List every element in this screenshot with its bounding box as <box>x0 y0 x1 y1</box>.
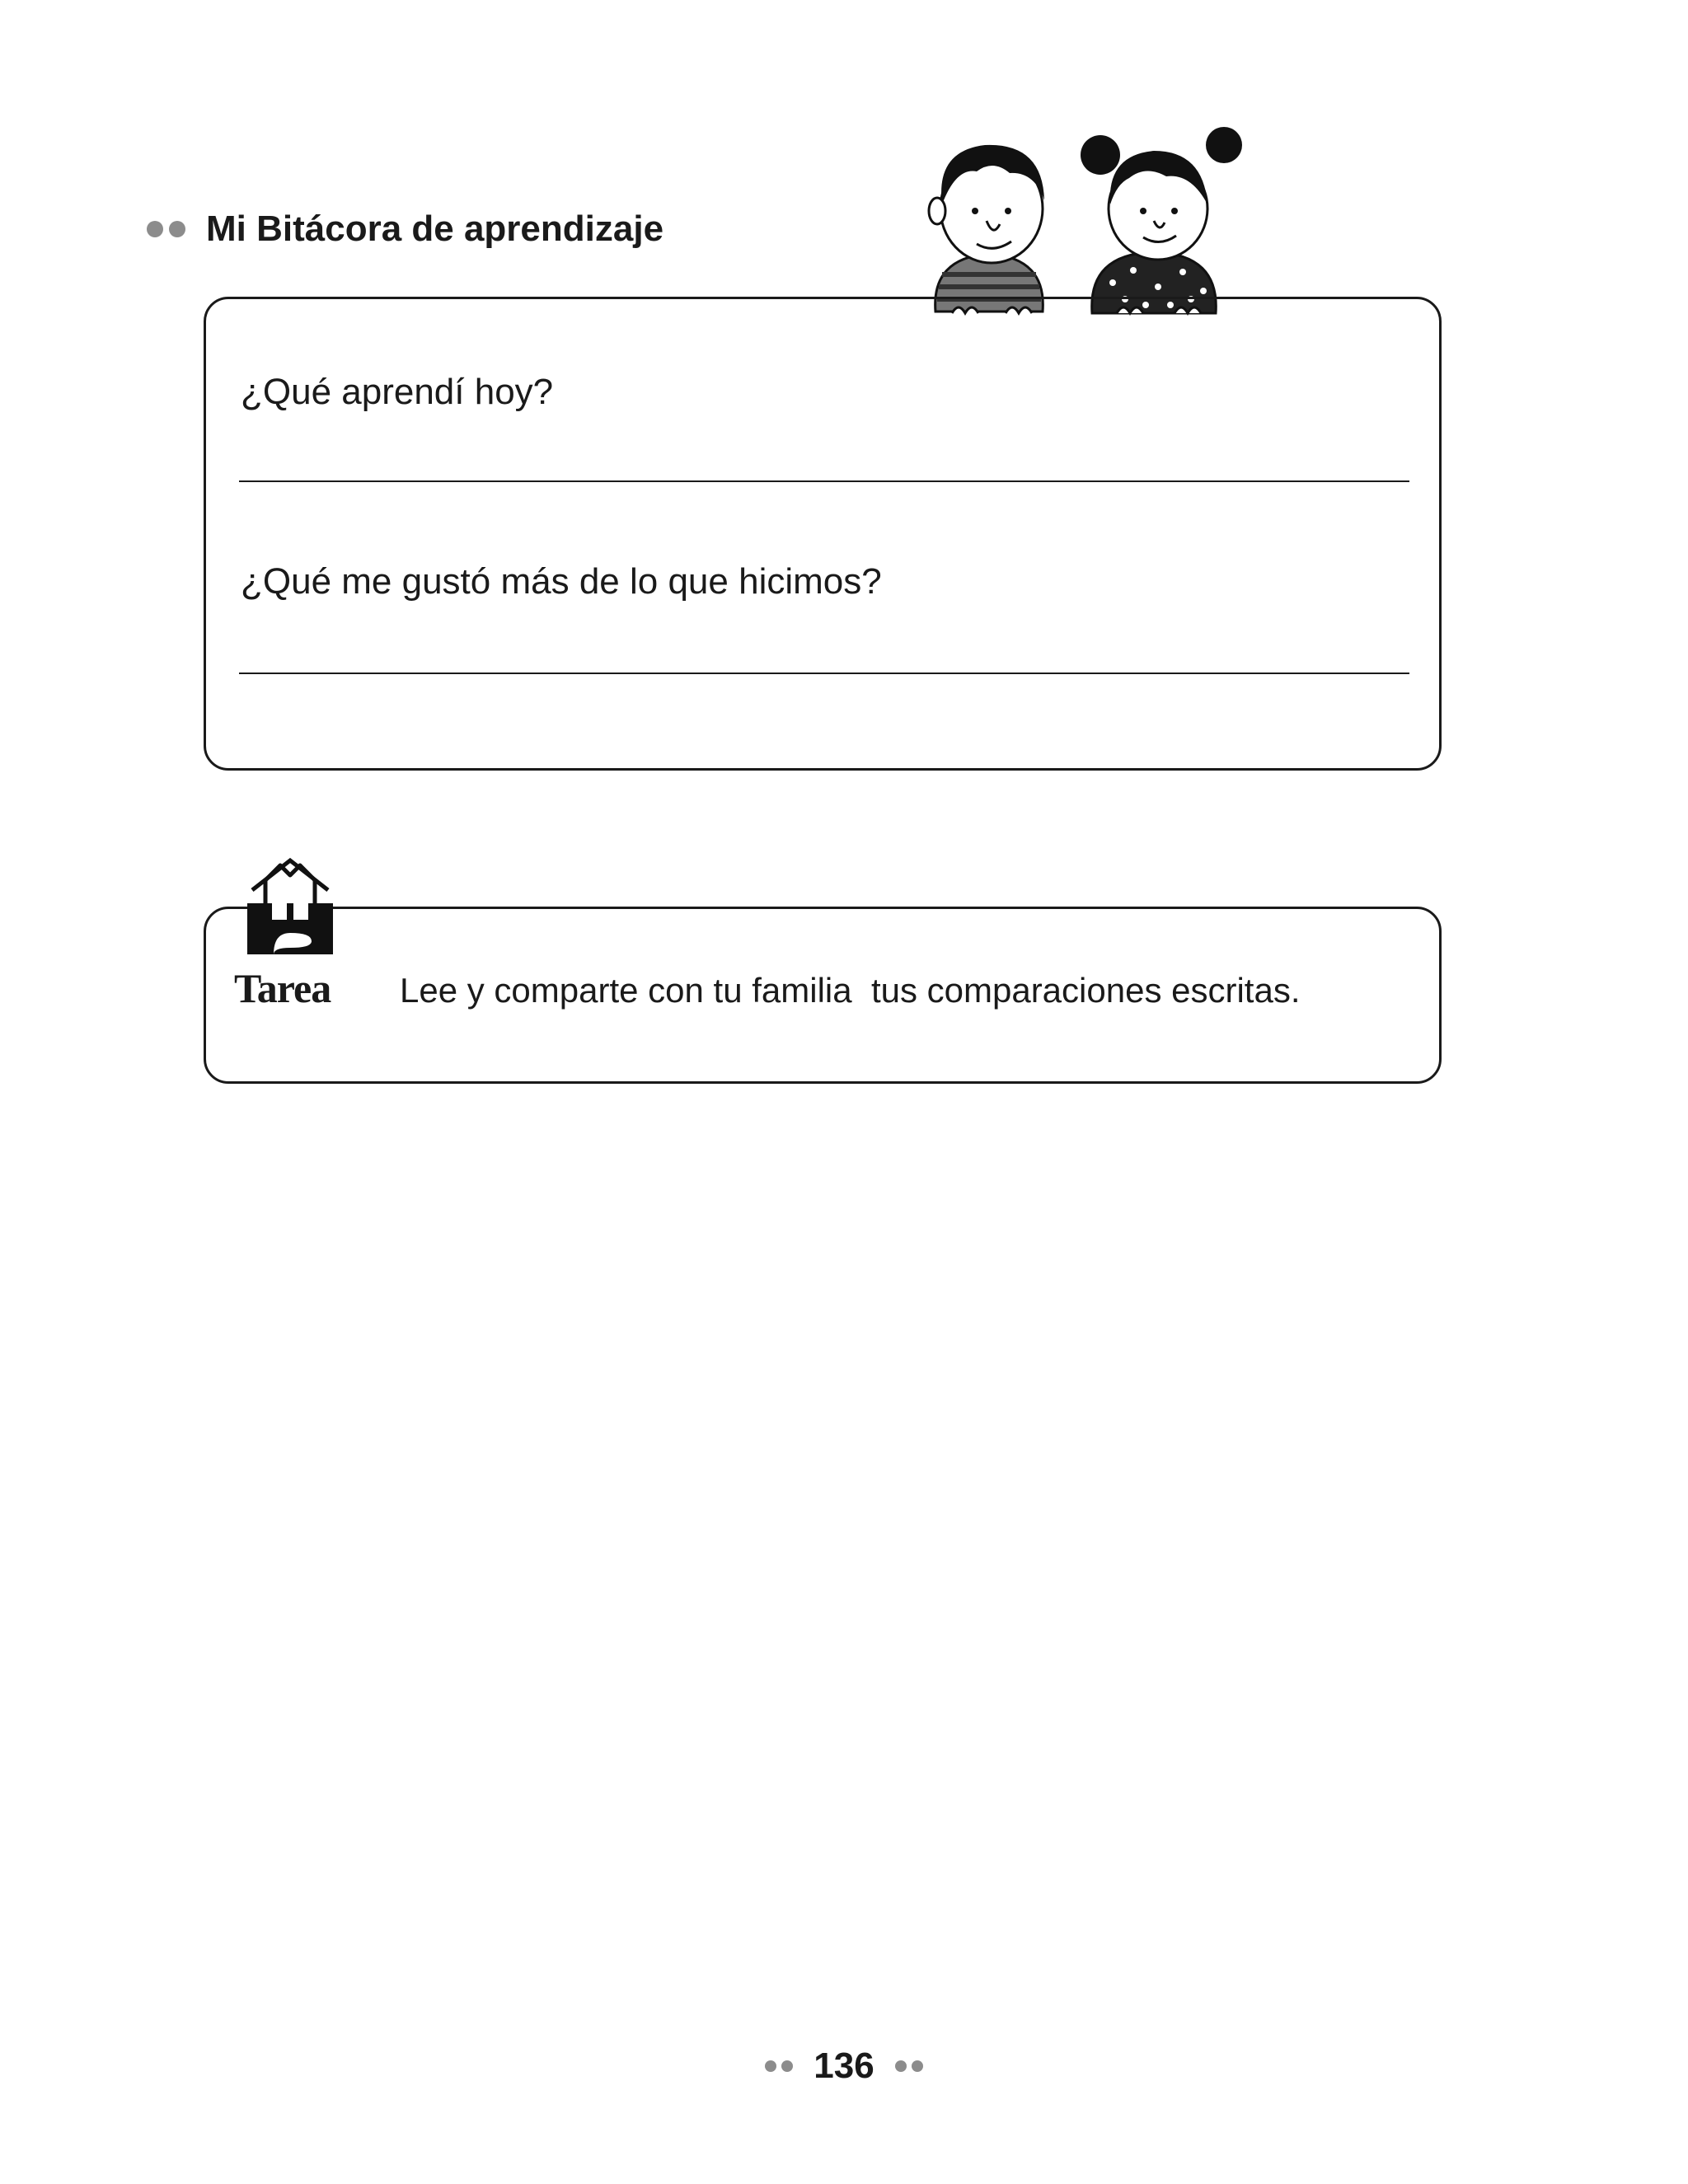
bullet-dot <box>147 221 163 237</box>
answer-line[interactable] <box>239 480 1409 482</box>
bitacora-box <box>204 297 1442 771</box>
tarea-label: Tarea <box>234 965 331 1011</box>
question-what-learned: ¿Qué aprendí hoy? <box>241 372 554 412</box>
page-number <box>0 2044 1688 2087</box>
page-number-value: 136 <box>814 2046 874 2087</box>
question-what-liked: ¿Qué me gustó más de lo que hicimos? <box>241 561 882 602</box>
bullet-dot <box>895 2060 907 2072</box>
section-header <box>147 204 663 254</box>
bullet-dot <box>781 2060 793 2072</box>
bullet-dot <box>169 221 185 237</box>
bullet-dot <box>912 2060 923 2072</box>
tarea-text: Lee y comparte con tu familia tus comparaciones escritas. <box>400 971 1301 1010</box>
bullet-dot <box>765 2060 776 2072</box>
answer-line[interactable] <box>239 673 1409 674</box>
section-title: Mi Bitácora de aprendizaje <box>206 209 664 249</box>
house-icon <box>241 857 340 958</box>
